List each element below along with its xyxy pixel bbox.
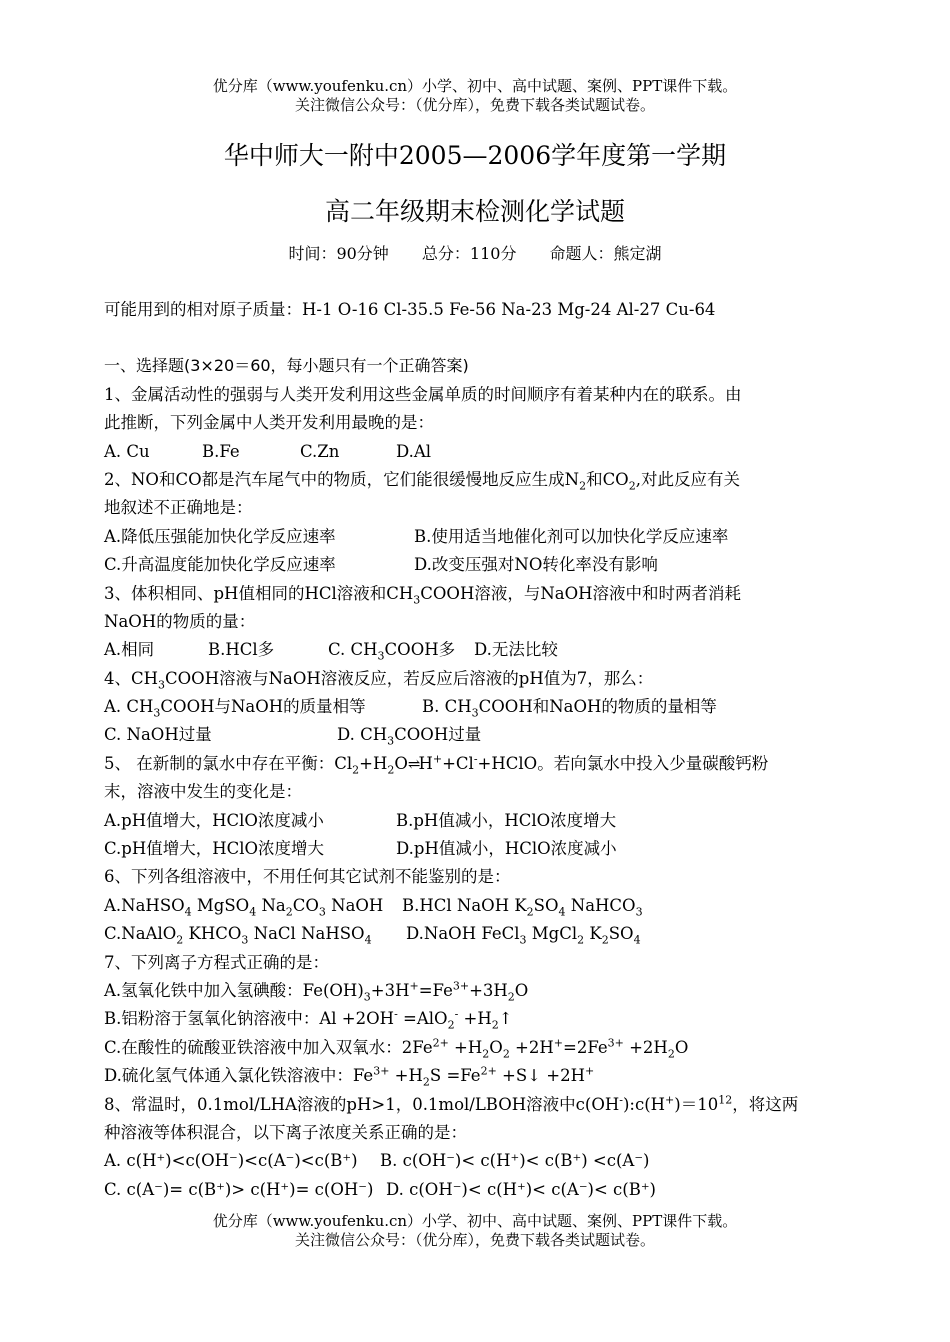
option-a: A. Cu <box>104 441 150 461</box>
subscript: 4 <box>633 933 641 947</box>
question-2-options-row-2 <box>104 551 850 579</box>
text: 5、 在新制的氯水中存在平衡：Cl <box>104 753 353 773</box>
text: H <box>418 753 433 773</box>
exam-score: 总分：110分 <box>421 244 517 263</box>
text: NaOH <box>325 895 384 915</box>
superscript: + <box>553 1036 563 1050</box>
subscript: 2 <box>352 763 360 777</box>
text: COOH溶液与NaOH溶液反应，若反应后溶液的pH值为7，那么： <box>165 668 654 688</box>
text: +Cl <box>442 753 474 773</box>
subscript: 2 <box>526 905 534 919</box>
option-c: C.Zn <box>300 441 340 461</box>
question-3-stem-line-2: NaOH的物质的量： <box>104 611 256 631</box>
subscript: 4 <box>249 905 257 919</box>
text: O <box>514 980 529 1000</box>
question-4-options-row-1 <box>104 693 850 721</box>
text: C. CH <box>328 640 378 660</box>
question-5-options-row-2 <box>104 835 850 863</box>
subscript: 2 <box>667 1047 675 1061</box>
question-2-options-row-1 <box>104 523 850 551</box>
option-b: B.Fe <box>202 441 240 461</box>
text: +3H <box>370 980 410 1000</box>
question-7-option-a <box>104 977 850 1005</box>
text: D.NaOH FeCl <box>406 924 520 944</box>
text: MgSO <box>191 895 250 915</box>
option-c <box>328 636 474 664</box>
subscript: 2 <box>422 1075 430 1089</box>
text: KHCO <box>183 924 242 944</box>
superscript: 3+ <box>452 979 470 993</box>
text: COOH过量 <box>394 725 482 745</box>
superscript: - <box>394 1007 398 1021</box>
text: COOH和NaOH的物质的量相等 <box>478 697 717 717</box>
option-a: A.pH值增大，HClO浓度减小 <box>104 810 324 830</box>
subscript: 3 <box>471 706 479 720</box>
text: ↑ <box>498 1009 513 1029</box>
superscript: 2+ <box>432 1036 449 1050</box>
superscript: - <box>454 1007 459 1021</box>
option-b: B.pH值减小，HClO浓度增大 <box>396 810 617 830</box>
subscript: 3 <box>377 649 385 663</box>
option-b: B.HCl多 <box>208 640 275 660</box>
subscript: 3 <box>153 706 161 720</box>
text: O <box>489 1037 503 1057</box>
atomic-masses: 可能用到的相对原子质量：H-1 O-16 Cl-35.5 Fe-56 Na-23 Mg-24 Al-27 Cu-64 <box>104 300 716 319</box>
subscript: 3 <box>635 905 643 919</box>
question-1-stem-line-1: 1、金属活动性的强弱与人类开发利用这些金属单质的时间顺序有着某种内在的联系。由 <box>104 384 742 404</box>
text: D. CH <box>337 725 388 745</box>
subscript: 3 <box>158 677 166 691</box>
question-3-stem-line-1 <box>104 580 850 608</box>
text: C.在酸性的硫酸亚铁溶液中加入双氧水：2Fe <box>104 1037 433 1057</box>
question-2-stem-line-1 <box>104 466 850 494</box>
question-5-stem-line-2: 末，溶液中发生的变化是： <box>104 782 302 802</box>
header-line-1: 优分库（www.youfenku.cn）小学、初中、高中试题、案例、PPT课件下载。 <box>212 77 738 95</box>
subscript: 2 <box>502 1047 510 1061</box>
text: B.铝粉溶于氢氧化钠溶液中：Al +2OH <box>104 1009 395 1029</box>
subscript: 3 <box>363 990 371 1004</box>
exam-time: 时间：90分钟 <box>288 244 389 263</box>
question-6-stem: 6、下列各组溶液中，不用任何其它试剂不能鉴别的是： <box>104 867 511 887</box>
superscript: 2+ <box>480 1064 497 1078</box>
option-c: C.升高温度能加快化学反应速率 <box>104 555 336 575</box>
superscript: 3+ <box>373 1064 390 1078</box>
option-a: A.相同 <box>104 640 155 660</box>
superscript: - <box>619 1093 623 1107</box>
text: +H <box>359 753 388 773</box>
text: 4、CH <box>104 668 159 688</box>
option-a <box>104 693 422 721</box>
text: NaCl NaHSO <box>248 924 365 944</box>
text: =AlO <box>397 1009 448 1029</box>
subscript: 3 <box>413 592 421 606</box>
question-8-options-row-1 <box>104 1147 850 1175</box>
subscript: 2 <box>482 1047 490 1061</box>
page-header <box>0 77 950 115</box>
section-heading: 一、选择题(3×20＝60，每小题只有一个正确答案) <box>104 356 469 376</box>
subscript: 2 <box>387 763 395 777</box>
header-line-2: 关注微信公众号：（优分库），免费下载各类试题试卷。 <box>294 96 655 114</box>
text: A. CH <box>104 697 154 717</box>
question-3-options <box>104 636 850 664</box>
subscript: 3 <box>318 905 326 919</box>
question-7-option-c <box>104 1034 850 1062</box>
question-7-stem: 7、下列离子方程式正确的是： <box>104 952 329 972</box>
option-b <box>402 892 643 920</box>
subscript: 2 <box>447 1018 455 1032</box>
question-7-option-b <box>104 1005 850 1033</box>
text: ,对此反应有关 <box>635 469 740 489</box>
text: A.NaHSO <box>104 895 185 915</box>
question-1-options <box>104 438 850 466</box>
text: +H <box>458 1009 492 1029</box>
option-d: D.Al <box>396 441 432 461</box>
page-footer <box>0 1212 950 1250</box>
subscript: 2 <box>285 905 293 919</box>
option-d: D. c(OH⁻)< c(H⁺)< c(A⁻)< c(B⁺) <box>386 1179 656 1199</box>
text: COOH与NaOH的质量相等 <box>160 697 366 717</box>
option-a: A. c(H⁺)<c(OH⁻)<c(A⁻)<c(B⁺) <box>104 1151 358 1171</box>
text: O <box>394 753 408 773</box>
footer-line-2: 关注微信公众号：（优分库），免费下载各类试题试卷。 <box>294 1231 655 1249</box>
option-d: D.pH值减小，HClO浓度减小 <box>396 839 617 859</box>
text: +2H <box>623 1037 668 1057</box>
subscript: 3 <box>387 734 395 748</box>
option-c: C.pH值增大，HClO浓度增大 <box>104 839 325 859</box>
question-5-options-row-1 <box>104 807 850 835</box>
option-b: B.使用适当地催化剂可以加快化学反应速率 <box>414 526 729 546</box>
subscript: 4 <box>184 905 192 919</box>
subscript: 2 <box>601 933 609 947</box>
question-8-stem-line-2: 种溶液等体积混合，以下离子浓度关系正确的是： <box>104 1122 467 1142</box>
text: B. CH <box>422 697 472 717</box>
subscript: 3 <box>241 933 249 947</box>
subscript: 4 <box>364 933 372 947</box>
superscript: + <box>409 979 419 993</box>
subscript: 2 <box>507 990 515 1004</box>
subscript: 2 <box>577 933 585 947</box>
option-a: A.降低压强能加快化学反应速率 <box>104 526 336 546</box>
question-4-stem <box>104 665 850 693</box>
text: K <box>584 924 602 944</box>
exam-author: 命题人：熊定湖 <box>549 244 662 263</box>
text: NaHCO <box>565 895 636 915</box>
text: S =Fe <box>429 1066 481 1086</box>
text: 2、NO和CO都是汽车尾气中的物质，它们能很缓慢地反应生成N <box>104 469 580 489</box>
subscript: 2 <box>491 1018 499 1032</box>
text: +H <box>389 1066 423 1086</box>
question-8-options-row-2 <box>104 1176 850 1204</box>
option-b <box>422 693 717 721</box>
option-d: D.改变压强对NO转化率没有影响 <box>414 555 658 575</box>
superscript: + <box>584 1064 595 1078</box>
text: )＝10 <box>674 1094 719 1114</box>
superscript: 3+ <box>607 1036 624 1050</box>
option-d <box>337 721 481 749</box>
text: 3、体积相同、pH值相同的HCl溶液和CH <box>104 583 414 603</box>
exam-title: 华中师大一附中2005—2006学年度第一学期 <box>223 141 727 170</box>
text: A.氢氧化铁中加入氢碘酸：Fe(OH) <box>104 980 364 1000</box>
text: ，将这两 <box>732 1094 799 1114</box>
text: MgCl <box>526 924 578 944</box>
subscript: 4 <box>558 905 566 919</box>
text: SO <box>533 895 559 915</box>
option-a <box>104 892 402 920</box>
subscript: 2 <box>579 479 587 493</box>
superscript: 12 <box>718 1093 733 1107</box>
text: ):c(H <box>622 1094 666 1114</box>
question-2-stem-line-2: 地叙述不正确地是： <box>104 498 253 518</box>
subscript: 3 <box>519 933 527 947</box>
question-1-stem-line-2: 此推断，下列金属中人类开发利用最晚的是： <box>104 413 434 433</box>
text: CO <box>292 895 319 915</box>
text: =Fe <box>418 980 453 1000</box>
question-6-options-row-1 <box>104 892 850 920</box>
option-c <box>104 920 406 948</box>
question-7-option-d <box>104 1062 850 1090</box>
superscript: + <box>665 1093 675 1107</box>
text: +S↓ +2H <box>496 1066 585 1086</box>
text: =2Fe <box>563 1037 608 1057</box>
equilibrium-arrow-icon: ⇌ <box>407 754 419 773</box>
exam-subtitle: 高二年级期末检测化学试题 <box>324 197 625 226</box>
text: SO <box>608 924 634 944</box>
text: +3H <box>469 980 508 1000</box>
text: COOH多 <box>384 640 456 660</box>
option-c: C. c(A⁻)= c(B⁺)> c(H⁺)= c(OH⁻) <box>104 1179 374 1199</box>
text: 和CO <box>586 469 629 489</box>
question-8-stem-line-1 <box>104 1091 850 1119</box>
option-b: B. c(OH⁻)< c(H⁺)< c(B⁺) <c(A⁻) <box>380 1151 650 1171</box>
question-5-stem-line-1 <box>104 750 850 778</box>
text: C.NaAlO <box>104 924 177 944</box>
text: 8、常温时，0.1mol/LHA溶液的pH>1，0.1mol/LBOH溶液中c(OH <box>104 1094 620 1114</box>
option-d: D.无法比较 <box>474 640 558 660</box>
subscript: 2 <box>176 933 184 947</box>
superscript: + <box>432 752 443 766</box>
text: O <box>674 1037 689 1057</box>
option-d <box>406 920 641 948</box>
footer-line-1: 优分库（www.youfenku.cn）小学、初中、高中试题、案例、PPT课件下载。 <box>212 1212 738 1230</box>
option-c: C. NaOH过量 <box>104 725 212 745</box>
superscript: - <box>473 752 478 766</box>
text: +2H <box>509 1037 554 1057</box>
text: COOH溶液，与NaOH溶液中和时两者消耗 <box>420 583 742 603</box>
exam-meta <box>0 241 950 264</box>
text: +HClO。若向氯水中投入少量碳酸钙粉 <box>477 753 769 773</box>
exam-content <box>104 296 850 1204</box>
text: +H <box>448 1037 483 1057</box>
text: D.硫化氢气体通入氯化铁溶液中：Fe <box>104 1066 374 1086</box>
question-4-options-row-2 <box>104 721 850 749</box>
text: B.HCl NaOH K <box>402 895 527 915</box>
question-6-options-row-2 <box>104 920 850 948</box>
subscript: 2 <box>628 479 636 493</box>
text: Na <box>256 895 286 915</box>
